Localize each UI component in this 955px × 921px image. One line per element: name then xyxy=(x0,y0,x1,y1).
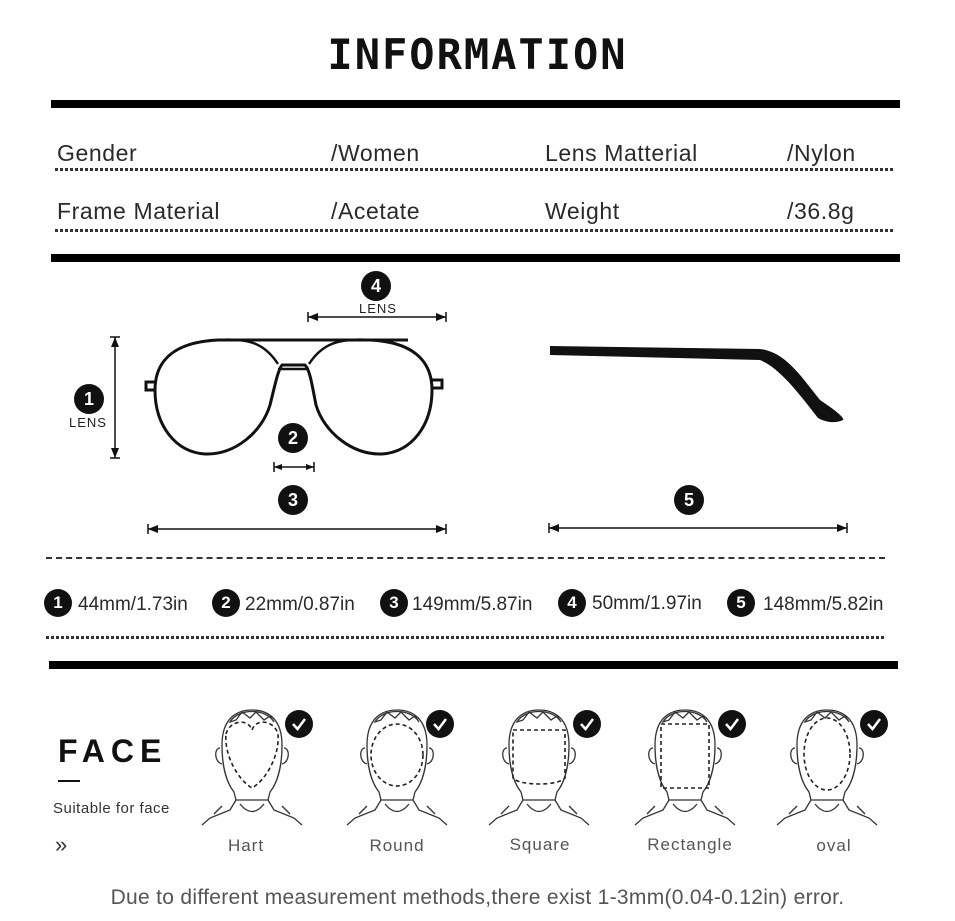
badge-2: 2 xyxy=(278,423,308,453)
badge-5: 5 xyxy=(674,485,704,515)
weight-label: Weight xyxy=(545,198,620,224)
measure-value-3: 149mm/5.87in xyxy=(412,594,533,615)
divider xyxy=(51,100,900,108)
face-title-underline xyxy=(58,780,80,782)
check-icon xyxy=(285,710,313,738)
dotted-divider xyxy=(46,636,885,639)
dotted-divider xyxy=(55,168,894,171)
lens-width-label: LENS xyxy=(359,301,397,316)
measure-value-5: 148mm/5.82in xyxy=(763,594,884,615)
measure-value-2: 22mm/0.87in xyxy=(245,594,355,615)
badge-3: 3 xyxy=(278,485,308,515)
measure-value-4: 50mm/1.97in xyxy=(592,593,702,614)
measure-badge-4: 4 xyxy=(558,589,586,617)
gender-value: /Women xyxy=(331,140,420,166)
measure-badge-3: 3 xyxy=(380,589,408,617)
divider xyxy=(51,254,900,262)
face-label-rectangle: Rectangle xyxy=(647,835,733,854)
check-icon xyxy=(718,710,746,738)
measure-badge-5: 5 xyxy=(727,589,755,617)
weight-value: /36.8g xyxy=(787,198,855,224)
lens-material-value: /Nylon xyxy=(787,140,856,166)
check-icon xyxy=(573,710,601,738)
face-label-square: Square xyxy=(509,835,571,854)
face-label-round: Round xyxy=(369,836,425,855)
more-arrow-icon: » xyxy=(55,832,68,857)
dotted-divider xyxy=(55,229,894,232)
face-label-oval: oval xyxy=(816,836,852,855)
badge-1: 1 xyxy=(74,384,104,414)
face-title: FACE xyxy=(58,733,168,769)
lens-height-label: LENS xyxy=(69,415,107,430)
check-icon xyxy=(860,710,888,738)
frame-material-label: Frame Material xyxy=(57,198,221,224)
glasses-temple-icon xyxy=(550,346,843,422)
check-icon xyxy=(426,710,454,738)
glasses-diagram xyxy=(0,262,955,552)
face-label-hart: Hart xyxy=(227,836,265,855)
measurement-note: Due to different measurement methods,there exist 1-3mm(0.04-0.12in) error. xyxy=(110,886,845,909)
measure-value-1: 44mm/1.73in xyxy=(78,594,188,615)
badge-4: 4 xyxy=(361,271,391,301)
measure-badge-1: 1 xyxy=(44,589,72,617)
page-title: INFORMATION xyxy=(327,30,628,79)
gender-label: Gender xyxy=(57,140,138,166)
measure-badge-2: 2 xyxy=(212,589,240,617)
frame-material-value: /Acetate xyxy=(331,198,421,224)
dotted-divider xyxy=(46,557,885,559)
divider xyxy=(49,661,898,669)
lens-material-label: Lens Matterial xyxy=(545,140,698,166)
face-subtitle: Suitable for face xyxy=(53,800,170,817)
